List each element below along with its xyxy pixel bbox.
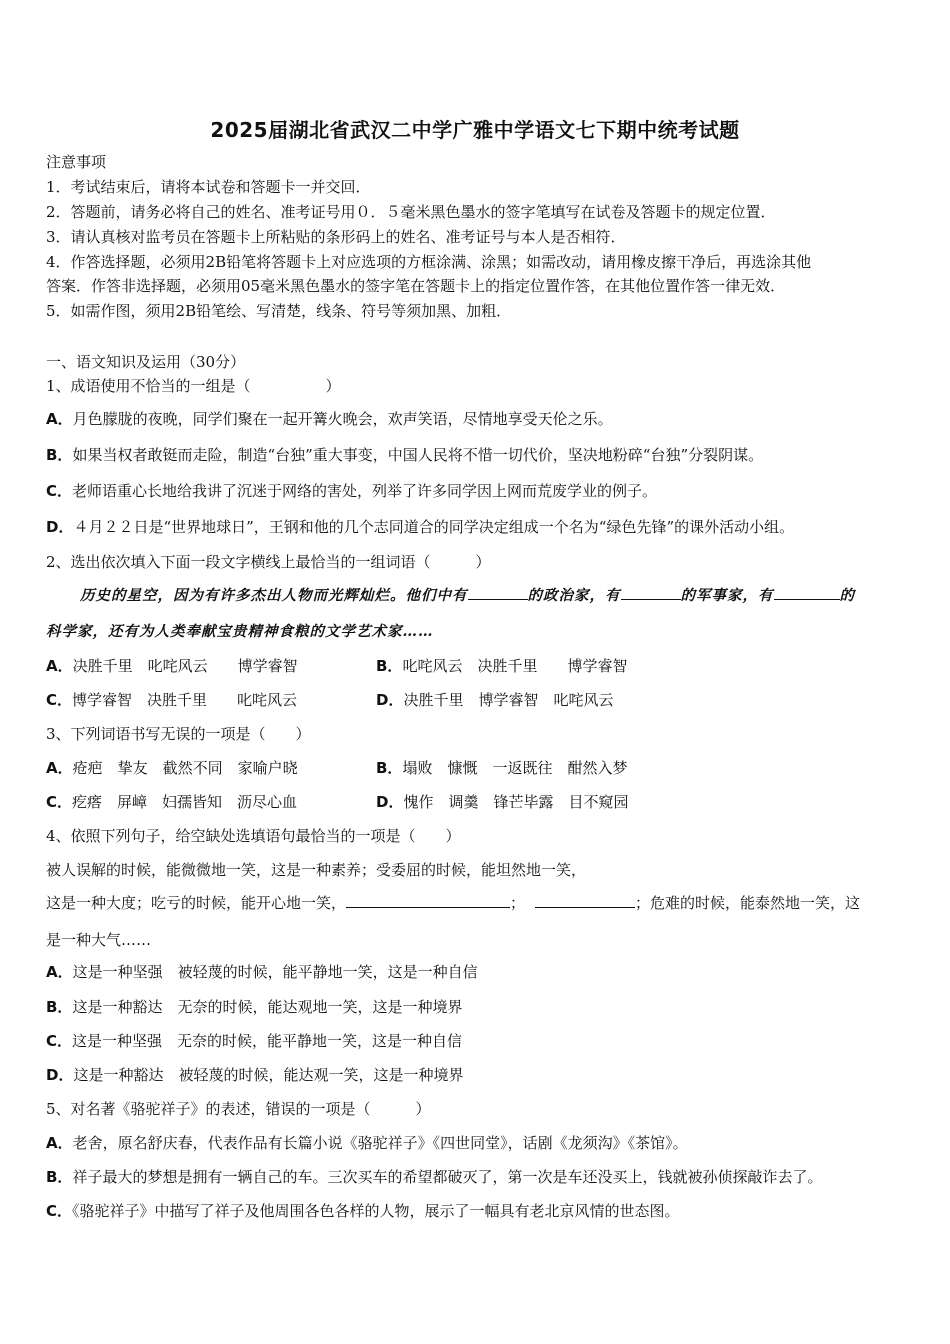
option-letter: D．	[376, 793, 404, 811]
option-letter: B．	[376, 657, 403, 675]
option-text: 决胜千里 叱咤风云 博学睿智	[72, 657, 298, 675]
option-text: 如果当权者敢铤而走险，制造“台独”重大事变，中国人民将不惜一切代价，坚决地粉碎“台独”分裂阴谋。	[72, 446, 764, 464]
option-letter: B．	[46, 1168, 73, 1186]
question-2-passage-line-2: 科学家，还有为人类奉献宝贵精神食粮的文学艺术家……	[46, 623, 434, 640]
passage-text: ；	[510, 894, 526, 912]
notice-item: 2．答题前，请务必将自己的姓名、准考证号用０．５毫米黑色墨水的签字笔填写在试卷及答题卡的规定位置．	[46, 203, 776, 221]
notice-item: 5．如需作图，须用2B铅笔绘、写清楚，线条、符号等须加黑、加粗．	[46, 302, 512, 320]
question-5-option-c	[46, 1201, 680, 1221]
option-text: 叱咤风云 决胜千里 博学睿智	[402, 657, 628, 675]
question-3-option-c	[46, 792, 297, 812]
option-letter: C．	[46, 1032, 73, 1050]
question-3-option-d	[376, 792, 628, 812]
fill-blank	[621, 585, 681, 600]
option-text: 《骆驼祥子》中描写了祥子及他周围各色各样的人物，展示了一幅具有老北京风情的世态图。	[72, 1202, 680, 1220]
passage-text: 历史的星空，因为有许多杰出人物而光辉灿烂。他们中有	[80, 587, 468, 604]
question-3-stem: 3、下列词语书写无误的一项是（ ）	[46, 725, 311, 743]
option-text: 这是一种豁达 被轻蔑的时候，能达观一笑，这是一种境界	[73, 1066, 464, 1084]
option-text: 博学睿智 决胜千里 叱咤风云	[72, 691, 298, 709]
question-2-option-b	[376, 656, 627, 676]
option-text: 这是一种坚强 被轻蔑的时候，能平静地一笑，这是一种自信	[72, 963, 478, 981]
option-letter: A．	[46, 759, 73, 777]
option-text: 老舍，原名舒庆春，代表作品有长篇小说《骆驼祥子》《四世同堂》，话剧《龙须沟》《茶馆》。	[72, 1134, 688, 1152]
option-text: ４月２２日是“世界地球日”，王钢和他的几个志同道合的同学决定组成一个名为“绿色先锋”的课外活动小组。	[73, 518, 795, 536]
option-text: 这是一种豁达 无奈的时候，能达观地一笑，这是一种境界	[72, 998, 463, 1016]
question-2-stem: 2、选出依次填入下面一段文字横线上最恰当的一组词语（ ）	[46, 553, 491, 571]
notice-item: 4．作答选择题，必须用2B铅笔将答题卡上对应选项的方框涂满、涂黑；如需改动，请用橡皮擦干净后，再选涂其他	[46, 253, 812, 271]
question-1-option-b	[46, 445, 763, 465]
question-4-text-line-3: 是一种大气……	[46, 931, 152, 949]
passage-text: ；危难的时候，能泰然地一笑，这	[635, 894, 861, 912]
question-5-option-b	[46, 1167, 822, 1187]
question-4-option-d	[46, 1065, 463, 1085]
question-4-text-line-2	[46, 893, 860, 913]
question-2-passage-line-1	[80, 585, 855, 606]
option-letter: B．	[46, 446, 73, 464]
page-title: 2025届湖北省武汉二中学广雅中学语文七下期中统考试题	[210, 118, 740, 142]
question-4-option-b	[46, 997, 462, 1017]
question-4-text-line-1: 被人误解的时候，能微微地一笑，这是一种素养；受委屈的时候，能坦然地一笑，	[46, 861, 587, 879]
option-letter: C．	[46, 793, 73, 811]
question-3-option-b	[376, 758, 627, 778]
option-letter: B．	[376, 759, 403, 777]
option-text: 月色朦胧的夜晚，同学们聚在一起开篝火晚会，欢声笑语，尽情地享受天伦之乐。	[72, 410, 613, 428]
notice-item: 答案．作答非选择题，必须用05毫米黑色墨水的签字笔在答题卡上的指定位置作答，在其他位置作答一律无效．	[46, 277, 786, 295]
option-letter: A．	[46, 657, 73, 675]
option-letter: B．	[46, 998, 73, 1016]
option-text: 这是一种坚强 无奈的时候，能平静地一笑，这是一种自信	[72, 1032, 463, 1050]
notice-heading: 注意事项	[46, 153, 107, 171]
passage-text: 的	[839, 587, 855, 604]
question-1-option-d	[46, 517, 794, 537]
question-4-option-c	[46, 1031, 462, 1051]
fill-blank	[346, 893, 510, 908]
passage-text: 这是一种大度；吃亏的时候，能开心地一笑，	[46, 894, 347, 912]
option-text: 决胜千里 博学睿智 叱咤风云	[403, 691, 614, 709]
option-letter: C．	[46, 691, 73, 709]
question-5-option-a	[46, 1133, 688, 1153]
option-text: 愧作 调羹 锋芒毕露 目不窥园	[403, 793, 629, 811]
notice-item: 1．考试结束后，请将本试卷和答题卡一并交回．	[46, 178, 371, 196]
option-text: 塌败 慷慨 一返既往 酣然入梦	[402, 759, 628, 777]
question-1-option-c	[46, 481, 657, 501]
option-letter: A．	[46, 963, 73, 981]
option-text: 疮疤 挚友 截然不同 家喻户晓	[72, 759, 298, 777]
question-4-option-a	[46, 962, 478, 982]
question-2-option-a	[46, 656, 298, 676]
fill-blank	[774, 585, 840, 600]
fill-blank	[535, 893, 635, 908]
option-letter: D．	[46, 518, 74, 536]
question-2-option-c	[46, 690, 297, 710]
question-1-stem: 1、成语使用不恰当的一组是（ ）	[46, 377, 341, 395]
passage-text: 的政治家，有	[527, 587, 621, 604]
fill-blank	[468, 585, 528, 600]
passage-text: 的军事家，有	[680, 587, 774, 604]
option-letter: A．	[46, 410, 73, 428]
option-letter: C．	[46, 1202, 73, 1220]
section-heading: 一、语文知识及运用（30分）	[46, 353, 246, 371]
notice-item: 3．请认真核对监考员在答题卡上所粘贴的条形码上的姓名、准考证号与本人是否相符．	[46, 228, 626, 246]
option-text: 疙瘩 屏嶂 妇孺皆知 沥尽心血	[72, 793, 298, 811]
option-letter: D．	[46, 1066, 74, 1084]
option-letter: C．	[46, 482, 73, 500]
option-letter: D．	[376, 691, 404, 709]
question-1-option-a	[46, 409, 613, 429]
question-4-stem: 4、依照下列句子，给空缺处选填语句最恰当的一项是（ ）	[46, 827, 461, 845]
option-text: 祥子最大的梦想是拥有一辆自己的车。三次买车的希望都破灭了，第一次是车还没买上，钱就被孙侦探敲诈去了。	[72, 1168, 823, 1186]
question-2-option-d	[376, 690, 613, 710]
question-5-stem: 5、对名著《骆驼祥子》的表述，错误的一项是（ ）	[46, 1100, 431, 1118]
question-3-option-a	[46, 758, 298, 778]
option-text: 老师语重心长地给我讲了沉迷于网络的害处，列举了许多同学因上网而荒废学业的例子。	[72, 482, 658, 500]
option-letter: A．	[46, 1134, 73, 1152]
